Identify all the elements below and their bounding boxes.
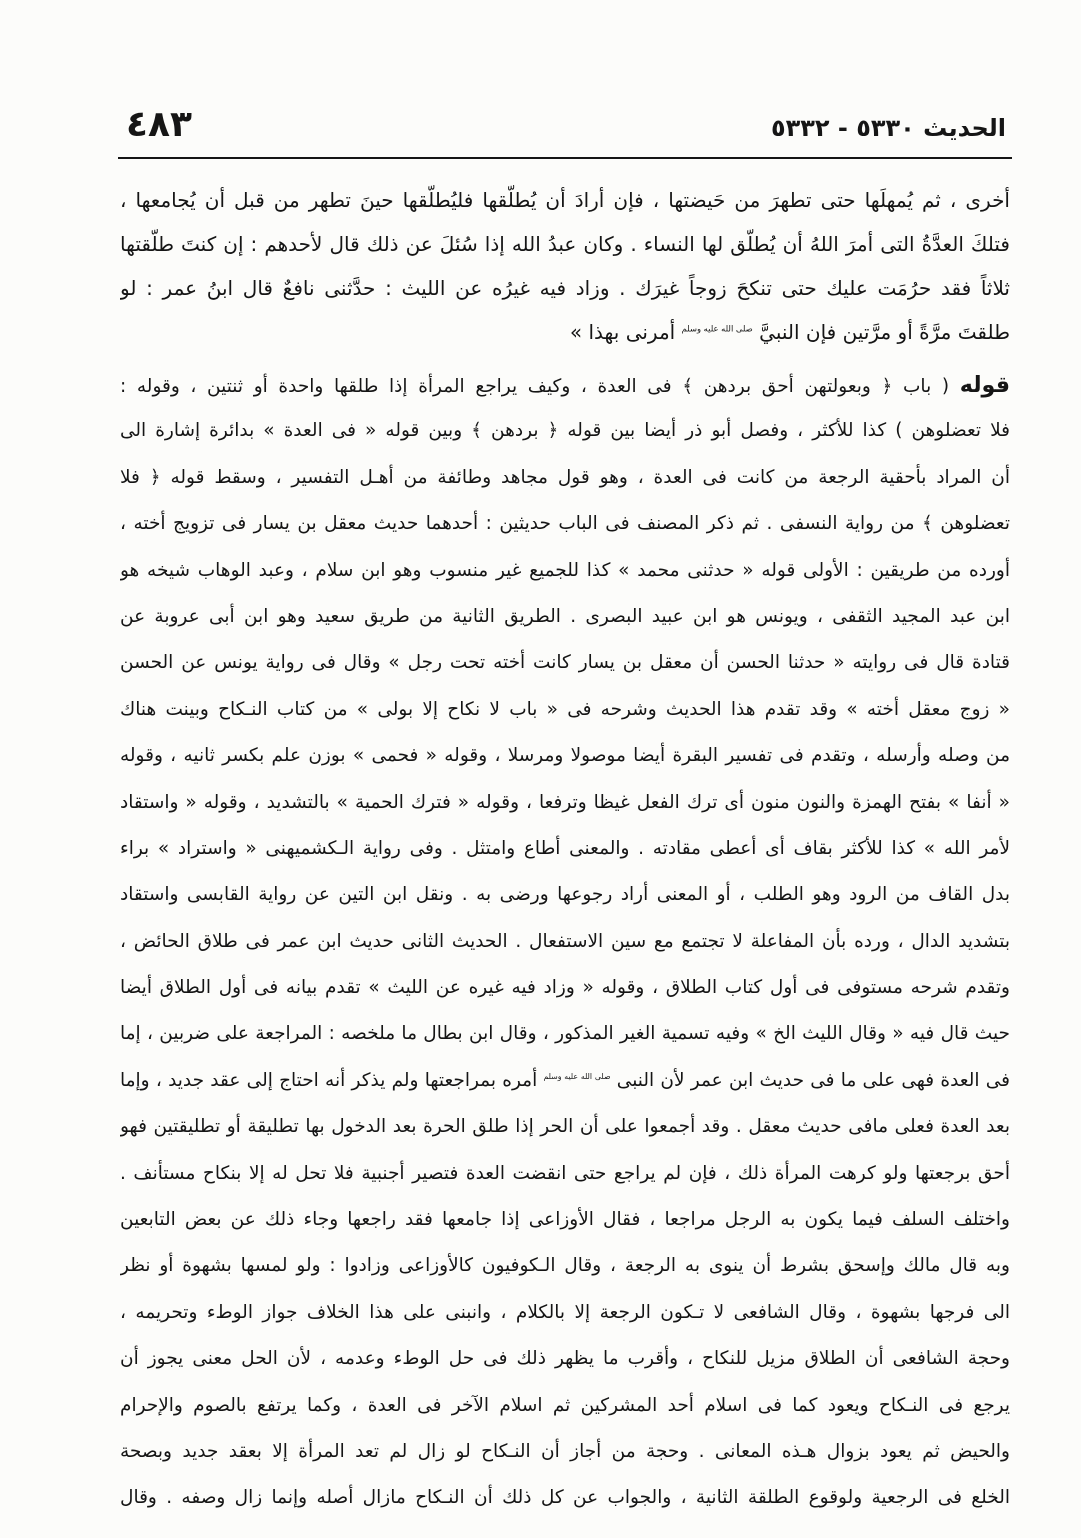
- commentary-line: « زوج معقل أخته » وقد تقدم هذا الحديث وشرحه فى « باب لا نكاح إلا بولى » من كتاب النـكاح وبينت هناك: [120, 698, 1010, 720]
- header-rule: [118, 157, 1012, 159]
- commentary-line: تعضلوهن ﴾ من رواية النسفى . ثم ذكر المصنف فى الباب حديثين : أحدهما حديث معقل بن يسار فى تزويج أخته ،: [120, 513, 1010, 535]
- page-number: ٤٨٣: [126, 104, 192, 145]
- commentary-line: من وصله وأرسله ، وتقدم فى تفسير البقرة أيضا موصولا ومرسلا ، وقوله « فحمى » بوزن علم بكسر ثانيه ، وقوله: [120, 745, 1010, 767]
- commentary-line-part: فى العدة فهى على ما فى حديث ابن عمر لأن النبى: [616, 1069, 1010, 1091]
- commentary-line: الخلع فى الرجعية ولوقوع الطلقة الثانية ، والجواب عن كل ذلك أن النـكاح مازال أصله وإنما زال وصفه . وقال: [120, 1487, 1010, 1509]
- hadith-line-part: طلقتَ مرَّةً أو مرَّتين فإن النبيَّ: [759, 320, 1010, 344]
- hadith-line: [120, 310, 1010, 354]
- commentary-lead-word: قوله: [959, 372, 1010, 398]
- commentary-text: [120, 362, 1010, 1522]
- commentary-line-part: أمره بمراجعتها ولم يذكر أنه احتاج إلى عقد جديد ، وإما: [120, 1069, 538, 1091]
- commentary-line: وبه قال مالك وإسحق بشرط أن ينوى به الرجعة ، وقال الـكوفيون كالأوزاعى وزادوا : ولو لمسها بشهوة أو نظر: [120, 1255, 1010, 1277]
- hadith-text: [120, 178, 1010, 354]
- commentary-line: « أنفا » بفتح الهمزة والنون منون أى ترك الفعل غيظا وترفعا ، وقوله « فترك الحمية » بالتشديد ، وقوله « واستقاد: [120, 791, 1010, 813]
- hadith-line: أخرى ، ثم يُمهلَها حتى تطهرَ من حَيضتها ، فإن أرادَ أن يُطلّقها فليُطلّقها حينَ تطهر من قبل أن يُجامعها ،: [120, 188, 1010, 212]
- commentary-line: أحق برجعتها ولو كرهت المرأة ذلك ، فإن لم يراجع حتى انقضت العدة فتصير أجنبية فلا تحل له إلا بنكاح مستأنف .: [120, 1162, 1010, 1184]
- commentary-line: لأمر الله » كذا للأكثر بقاف أى أعطى مقادته . والمعنى أطاع وامتثل . وفى رواية الـكشميهنى « واستراد » براء: [120, 837, 1010, 859]
- salawat-ligature: صلى الله عليه وسلم: [543, 1071, 611, 1081]
- hadith-range-title: الحديث ٥٣٣٠ - ٥٣٣٢: [770, 114, 1006, 142]
- commentary-line: بدل القاف من الرود وهو الطلب ، أو المعنى أراد رجوعها ورضى به . ونقل ابن التين عن رواية القابسى واستقاد: [120, 884, 1010, 906]
- commentary-line: واختلف السلف فيما يكون به الرجل مراجعا ، فقال الأوزاعى إذا جامعها فقد راجعها وجاء ذلك عن بعض التابعين: [120, 1209, 1010, 1231]
- commentary-line: وحجة الشافعى أن الطلاق مزيل للنكاح ، وأقرب ما يظهر ذلك فى حل الوطء وعدمه ، لأن الحل معنى يجوز أن: [120, 1348, 1010, 1370]
- commentary-line: والحيض ثم يعود بزوال هـذه المعانى . وحجة من أجاز أن النـكاح لو زال لم تعد المرأة إلا بعقد جديد وبصحة: [120, 1440, 1010, 1462]
- commentary-line: بعد العدة فعلى مافى حديث معقل . وقد أجمعوا على أن الحر إذا طلق الحرة بعد الدخول بها تطليقة أو تطليقتين فهو: [120, 1116, 1010, 1138]
- commentary-line: قتادة قال فى روايته « حدثنا الحسن أن معقل بن يسار كانت أخته تحت رجل » وقال فى رواية يونس عن الحسن: [120, 652, 1010, 674]
- hadith-line-part: أمرنى بهذا »: [569, 320, 676, 344]
- commentary-line: [120, 1058, 1010, 1104]
- commentary-line: ابن عبد المجيد الثقفى ، ويونس هو ابن عبيد البصرى . الطريق الثانية من طريق سعيد وهو ابن أبى عروبة عن: [120, 605, 1010, 627]
- commentary-line: أورده من طريقين : الأولى قوله « حدثنى محمد » كذا للجميع غير منسوب وهو ابن سلام ، وعبد الوهاب شيخه هو: [120, 559, 1010, 581]
- commentary-line-part: ( باب ﴿ وبعولتهن أحق بردهن ﴾ فى العدة ، وكيف يراجع المرأة إذا طلقها واحدة أو ثنتين ، وقوله :: [120, 376, 950, 397]
- commentary-line: الى فرجها بشهوة ، وقال الشافعى لا تـكون الرجعة إلا بالكلام ، وانبنى على هذا الخلاف جواز الوطء وتحريمه ،: [120, 1301, 1010, 1323]
- hadith-line: ثلاثاً فقد حرُمَت عليك حتى تنكحَ زوجاً غيرَك . وزاد فيه غيرُه عن الليث : حدَّثنى نافعٌ قال ابنُ عمر : لو: [120, 276, 1010, 300]
- commentary-line: فلا تعضلوهن ) كذا للأكثر ، وفصل أبو ذر أيضا بين قوله ﴿ بردهن ﴾ وبين قوله « فى العدة » بدائرة إشارة الى: [120, 420, 1010, 442]
- hadith-line: فتلكَ العدَّةُ التى أمرَ اللهُ أن يُطلّق لها النساء . وكان عبدُ الله إذا سُئلَ عن ذلك قال لأحدهم : إن كنتَ طلّقتها: [120, 232, 1010, 256]
- commentary-line: وتقدم شرحه مستوفى فى أول كتاب الطلاق ، وقوله « وزاد فيه غيره عن الليث » تقدم بيانه فى أول الطلاق أيضا: [120, 977, 1010, 999]
- commentary-line: بتشديد الدال ، ورده بأن المفاعلة لا تجتمع مع سين الاستفعال . الحديث الثانى حديث ابن عمر فى طلاق الحائض ،: [120, 930, 1010, 952]
- commentary-line: أن المراد بأحقية الرجعة من كانت فى العدة ، وهو قول مجاهد وطائفة من أهـل التفسير ، وسقط قوله ﴿ فلا: [120, 466, 1010, 488]
- running-header: [120, 104, 1010, 152]
- commentary-line: [120, 362, 1010, 408]
- commentary-line: يرجع فى النـكاح ويعود كما فى اسلام أحد المشركين ثم اسلام الآخر فى العدة ، وكما يرتفع بالصوم والإحرام: [120, 1394, 1010, 1416]
- salawat-ligature: صلى الله عليه وسلم: [681, 323, 753, 334]
- commentary-line: حيث قال فيه « وقال الليث الخ » وفيه تسمية الغير المذكور ، وقال ابن بطال ما ملخصه : المراجعة على ضربين ، إما: [120, 1023, 1010, 1045]
